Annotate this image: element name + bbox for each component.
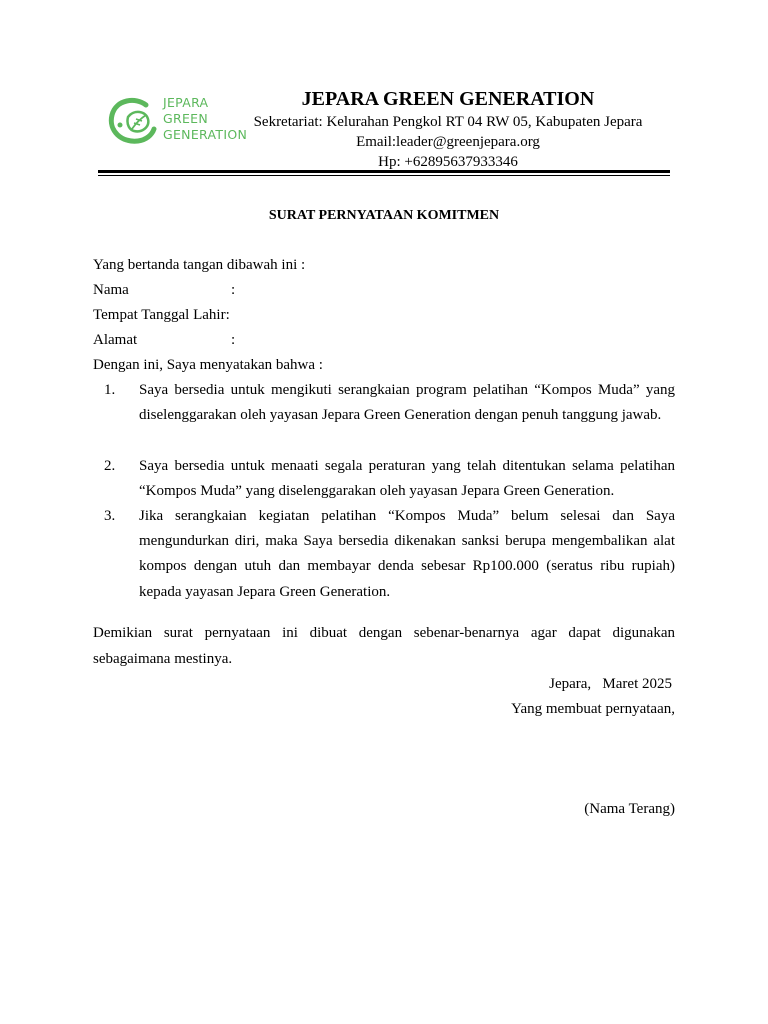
organization-name: JEPARA GREEN GENERATION — [301, 88, 595, 110]
field-colon: : — [231, 282, 236, 298]
list-item — [93, 454, 675, 504]
list-item — [93, 504, 675, 605]
organization-logo — [106, 95, 246, 147]
organization-email: Email:leader@greenjepara.org — [356, 134, 540, 150]
list-number: 2. — [104, 458, 116, 474]
statement-intro: Dengan ini, Saya menyatakan bahwa : — [93, 357, 323, 373]
intro-text: Yang bertanda tangan dibawah ini : — [93, 257, 306, 273]
letterhead-divider-thin — [98, 175, 670, 176]
logo-line: GENERATION — [163, 127, 248, 142]
closing-paragraph: Demikian surat pernyataan ini dibuat dengan sebenar-benarnya agar dapat digunakan sebagaimana mestinya. — [93, 625, 675, 667]
signer-label: Yang membuat pernyataan, — [511, 701, 675, 717]
leaf-logo-icon — [106, 95, 162, 147]
place-date: Jepara, Maret 2025 — [549, 676, 672, 692]
list-text: Jika serangkaian kegiatan pelatihan “Kompos Muda” belum selesai dan Saya mengundurkan diri, maka Saya bersedia dikenakan sanksi berupa mengembalikan alat kompos dengan utuh dan membayar denda sebesar Rp100.000 (seratus ribu rupiah) kepada yayasan Jepara Green Generation. — [139, 508, 675, 600]
list-text: Saya bersedia untuk menaati segala peraturan yang telah ditentukan selama pelatihan “Kompos Muda” yang diselenggarakan oleh yayasan Jepara Green Generation. — [139, 458, 675, 500]
document-title: SURAT PERNYATAAN KOMITMEN — [268, 208, 500, 223]
field-label-ttl: Tempat Tanggal Lahir: — [93, 307, 230, 323]
field-colon: : — [231, 332, 236, 348]
logo-wordmark — [163, 95, 247, 143]
list-item — [93, 378, 675, 428]
organization-phone: Hp: +62895637933346 — [378, 154, 518, 170]
letterhead-info — [240, 86, 656, 172]
organization-address: Sekretariat: Kelurahan Pengkol RT 04 RW 05, Kabupaten Jepara — [253, 114, 643, 130]
list-number: 3. — [104, 508, 116, 524]
field-label-nama: Nama — [93, 282, 129, 298]
logo-line: JEPARA — [163, 95, 209, 110]
list-number: 1. — [104, 382, 116, 398]
field-label-alamat: Alamat — [93, 332, 138, 348]
logo-line: GREEN — [163, 111, 209, 126]
letterhead-divider-thick — [98, 170, 670, 173]
signer-name: (Nama Terang) — [584, 801, 675, 817]
list-text: Saya bersedia untuk mengikuti serangkaian program pelatihan “Kompos Muda” yang diselenggarakan oleh yayasan Jepara Green Generation dengan penuh tanggung jawab. — [139, 382, 675, 424]
